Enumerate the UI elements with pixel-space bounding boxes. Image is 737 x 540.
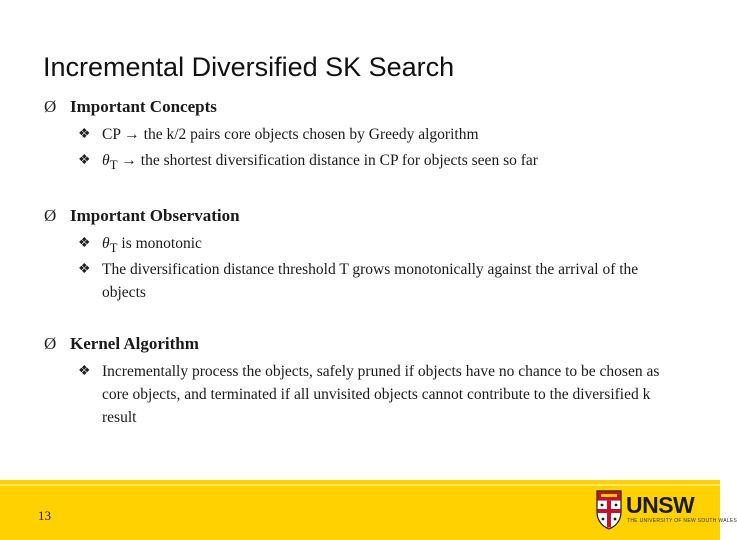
bullet-text: The diversification distance threshold T grows monotonically against the arrival of the objects xyxy=(102,261,639,301)
theta-symbol: θ xyxy=(102,152,110,169)
section-heading-kernel-algorithm: Ø Kernel Algorithm xyxy=(44,334,199,353)
page-number: 13 xyxy=(38,508,51,523)
bullet-text: Incrementally process the objects, safely pruned if objects have no chance to be chosen as core objects, and terminated if all unvisited objects cannot contribute to the diversified k result xyxy=(102,363,660,426)
diamond-bullet-icon: ❖ xyxy=(78,153,91,168)
theta-subscript: T xyxy=(109,157,118,173)
unsw-crest-icon xyxy=(596,490,622,530)
diamond-bullet-icon: ❖ xyxy=(78,236,91,251)
slide-title: Incremental Diversified SK Search xyxy=(43,52,455,82)
unsw-logo xyxy=(596,490,737,534)
diamond-bullet-icon: ❖ xyxy=(78,127,91,142)
diamond-bullet-icon: ❖ xyxy=(78,364,91,379)
theta-subscript: T xyxy=(109,240,118,256)
footer-divider xyxy=(0,484,720,486)
theta-symbol: θ xyxy=(102,235,110,252)
unsw-wordmark: UNSW xyxy=(626,492,695,518)
section-heading-important-observation: Ø Important Observation xyxy=(44,206,240,225)
bullet-text: is monotonic xyxy=(117,235,202,252)
arrow-bullet-icon: Ø xyxy=(44,206,57,225)
arrow-bullet-icon: Ø xyxy=(44,334,57,353)
unsw-tagline: THE UNIVERSITY OF NEW SOUTH WALES xyxy=(627,518,737,524)
section-heading-important-concepts: Ø Important Concepts xyxy=(44,97,217,116)
arrow-bullet-icon: Ø xyxy=(44,97,57,116)
bullet-text: → the shortest diversification distance in CP for objects seen so far xyxy=(117,152,538,169)
diamond-bullet-icon: ❖ xyxy=(78,262,91,277)
bullet-text: CP → the k/2 pairs core objects chosen by Greedy algorithm xyxy=(102,126,479,143)
